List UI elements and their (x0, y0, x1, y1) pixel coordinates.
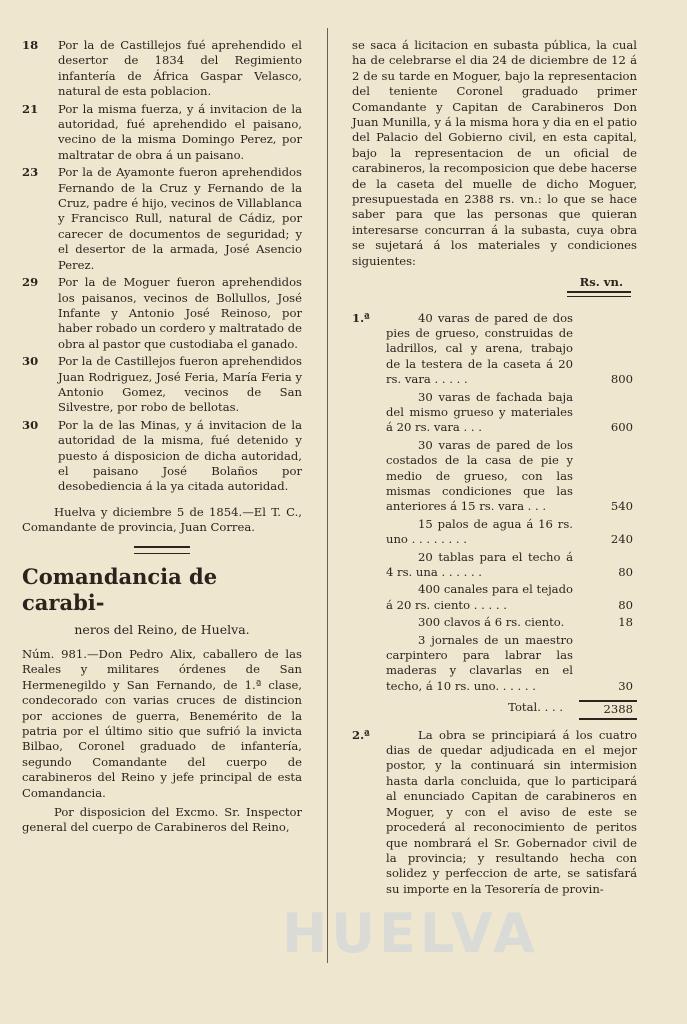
item-value: 600 (610, 420, 633, 435)
list-item (22, 38, 302, 100)
clause-text: La obra se principiará á los cuatro dias de quedar adjudicada en el mejor postor, y la continuará sin intermision hasta darla concluida, que lo participará al enunciado Capitan de carabineros en Moguer, y con el aviso de este se procederá al reconocimiento de peritos que nombrará el Sr. Gobernador civil de la provincia; y resultando hecha con solidez y perfeccion de arte, se satisfará su importe en la Tesorería de provin- (386, 727, 637, 896)
entry-date: 21 (22, 101, 39, 116)
list-item (22, 275, 302, 352)
entry-date: 23 (22, 165, 39, 180)
item-value: 80 (618, 565, 633, 579)
item-number (352, 517, 386, 548)
list-item (22, 102, 302, 164)
list-item (22, 354, 302, 416)
item-text: 3 jornales de un maestro carpintero para labrar las maderas y clavarlas en el techo, á 10 rs. uno. . . . . . (386, 632, 573, 693)
item-text: 20 tablas para el techo á 4 rs. una . . . . . . (386, 549, 573, 579)
item-text: 30 varas de fachada baja del mismo grueso y materiales á 20 rs. vara . . . (386, 389, 573, 435)
section-subheading: neros del Reino, de Huelva. (74, 621, 250, 637)
item-number (352, 615, 386, 630)
table-row (352, 438, 637, 515)
list-item (22, 418, 302, 495)
entry-date: 30 (22, 417, 39, 432)
clause (352, 728, 637, 897)
item-text: 400 canales para el tejado á 20 rs. ciento . . . . . (386, 582, 573, 612)
entry-text: Por la de las Minas, y á invitacion de la autoridad de la misma, fué detenido y puesto á disposicion de dicha autoridad, el paisano José Bolaños por desobediencia á la ya citada autoridad. (58, 417, 302, 494)
item-number (352, 550, 386, 581)
right-column (352, 38, 637, 899)
table-row (352, 615, 637, 630)
signature: Huelva y diciembre 5 de 1854.—El T. C., Comandante de provincia, Juan Correa. (22, 504, 302, 535)
item-value: 80 (618, 597, 633, 612)
item-text: 300 clavos á 6 rs. ciento. (418, 615, 565, 630)
item-text: 40 varas de pared de dos pies de grueso, construidas de ladrillos, cal y arena, trabajo de la testera de la caseta á 20 rs. vara . . . . . (386, 310, 573, 387)
entry-date: 30 (22, 354, 39, 369)
item-value: 30 (618, 678, 633, 693)
left-column (22, 38, 302, 840)
item-value: 18 (618, 615, 633, 630)
section-heading: Comandancia de carabi- (22, 563, 218, 615)
table-row (352, 582, 637, 613)
entry-date: 29 (22, 275, 39, 290)
entry-text: Por la de Castillejos fueron aprehendidos Juan Rodriguez, José Feria, María Feria y Antonio Gomez, vecinos de San Silvestre, por robo de bellotas. (58, 354, 302, 415)
entry-text: Por la misma fuerza, y á invitacion de la autoridad, fué aprehendido el paisano, vecino de la misma Domingo Perez, por maltratar de obra á un paisano. (58, 101, 302, 162)
table-row (352, 390, 637, 436)
watermark-logo: HUELVA (282, 902, 539, 965)
entry-text: Por la de Castillejos fué aprehendido el desertor de 1834 del Regimiento infantería de África Gaspar Velasco, natural de esta poblacion. (58, 38, 302, 99)
entry-date: 18 (22, 38, 39, 52)
item-text: 15 palos de agua á 16 rs. uno . . . . . . . . (386, 516, 573, 547)
item-text: 30 varas de pared de los costados de la casa de pie y medio de grueso, con las mismas condiciones que las anteriores á 15 rs. vara . . . (386, 437, 573, 514)
item-value: 800 (610, 372, 633, 387)
divider (567, 291, 631, 297)
table-row (352, 633, 637, 695)
table-row (352, 550, 637, 581)
announcement-paragraph: Núm. 981.—Don Pedro Alix, caballero de las Reales y militares órdenes de San Hermenegildo y San Fernando, de 1.ª clase, condecorado con varias cruces de distincion por acciones de guerra, Benemérito de la patria por el último sitio que sufrió la invicta Bilbao, Coronel graduado de infantería, segundo Comandante del cuerpo de carabineros del Reino y jefe principal de esta Comandancia. (22, 647, 302, 800)
entry-text: Por la de Moguer fueron aprehendidos los paisanos, vecinos de Bollullos, José Infante y Antonio José Reinoso, por haber robado un cordero y maltratado de obra al pastor que custodiaba el ganado. (58, 275, 302, 351)
item-number: 1.ª (352, 310, 370, 325)
entry-text: Por la de Ayamonte fueron aprehendidos Fernando de la Cruz y Fernando de la Cruz, padre é hijo, vecinos de Villablanca y Francisco Rull, natural de Cádiz, por carecer de documentos de seguridad; y el desertor de la armada, José Asencio Perez. (58, 165, 302, 272)
column-divider (327, 28, 328, 963)
list-item (22, 165, 302, 273)
table-row (352, 517, 637, 548)
item-number (352, 633, 386, 695)
auction-paragraph: se saca á licitacion en subasta pública, la cual ha de celebrarse el dia 24 de diciembre de 12 á 2 de su tarde en Moguer, bajo la representacion del teniente Coronel graduado primer Comandante y Capitan de Carabineros Don Juan Munilla, y á la misma hora y dia en el patio del Palacio del Gobierno civil, en esta capital, bajo la representacion de un oficial de carabineros, la recomposicion que debe hacerse de la caseta del muelle de dicho Moguer, presupuestada en 2388 rs. vn.: lo que se hace saber para que las personas que quieran interesarse concurran á la subasta, cuya obra se sujetará á los materiales y condiciones siguientes: (352, 38, 637, 268)
total-row (352, 700, 637, 719)
item-value: 240 (610, 532, 633, 547)
currency-header: Rs. vn. (579, 275, 623, 290)
divider (134, 546, 190, 554)
clause-number: 2.ª (352, 727, 370, 742)
item-number (352, 582, 386, 613)
announcement-paragraph: Por disposicion del Excmo. Sr. Inspector general del cuerpo de Carabineros del Reino, (22, 805, 302, 835)
item-number (352, 438, 386, 515)
item-value: 540 (610, 499, 633, 514)
table-row (352, 311, 637, 388)
total-value: 2388 (579, 700, 637, 719)
item-number (352, 390, 386, 436)
total-label: Total. . . . (508, 700, 563, 715)
